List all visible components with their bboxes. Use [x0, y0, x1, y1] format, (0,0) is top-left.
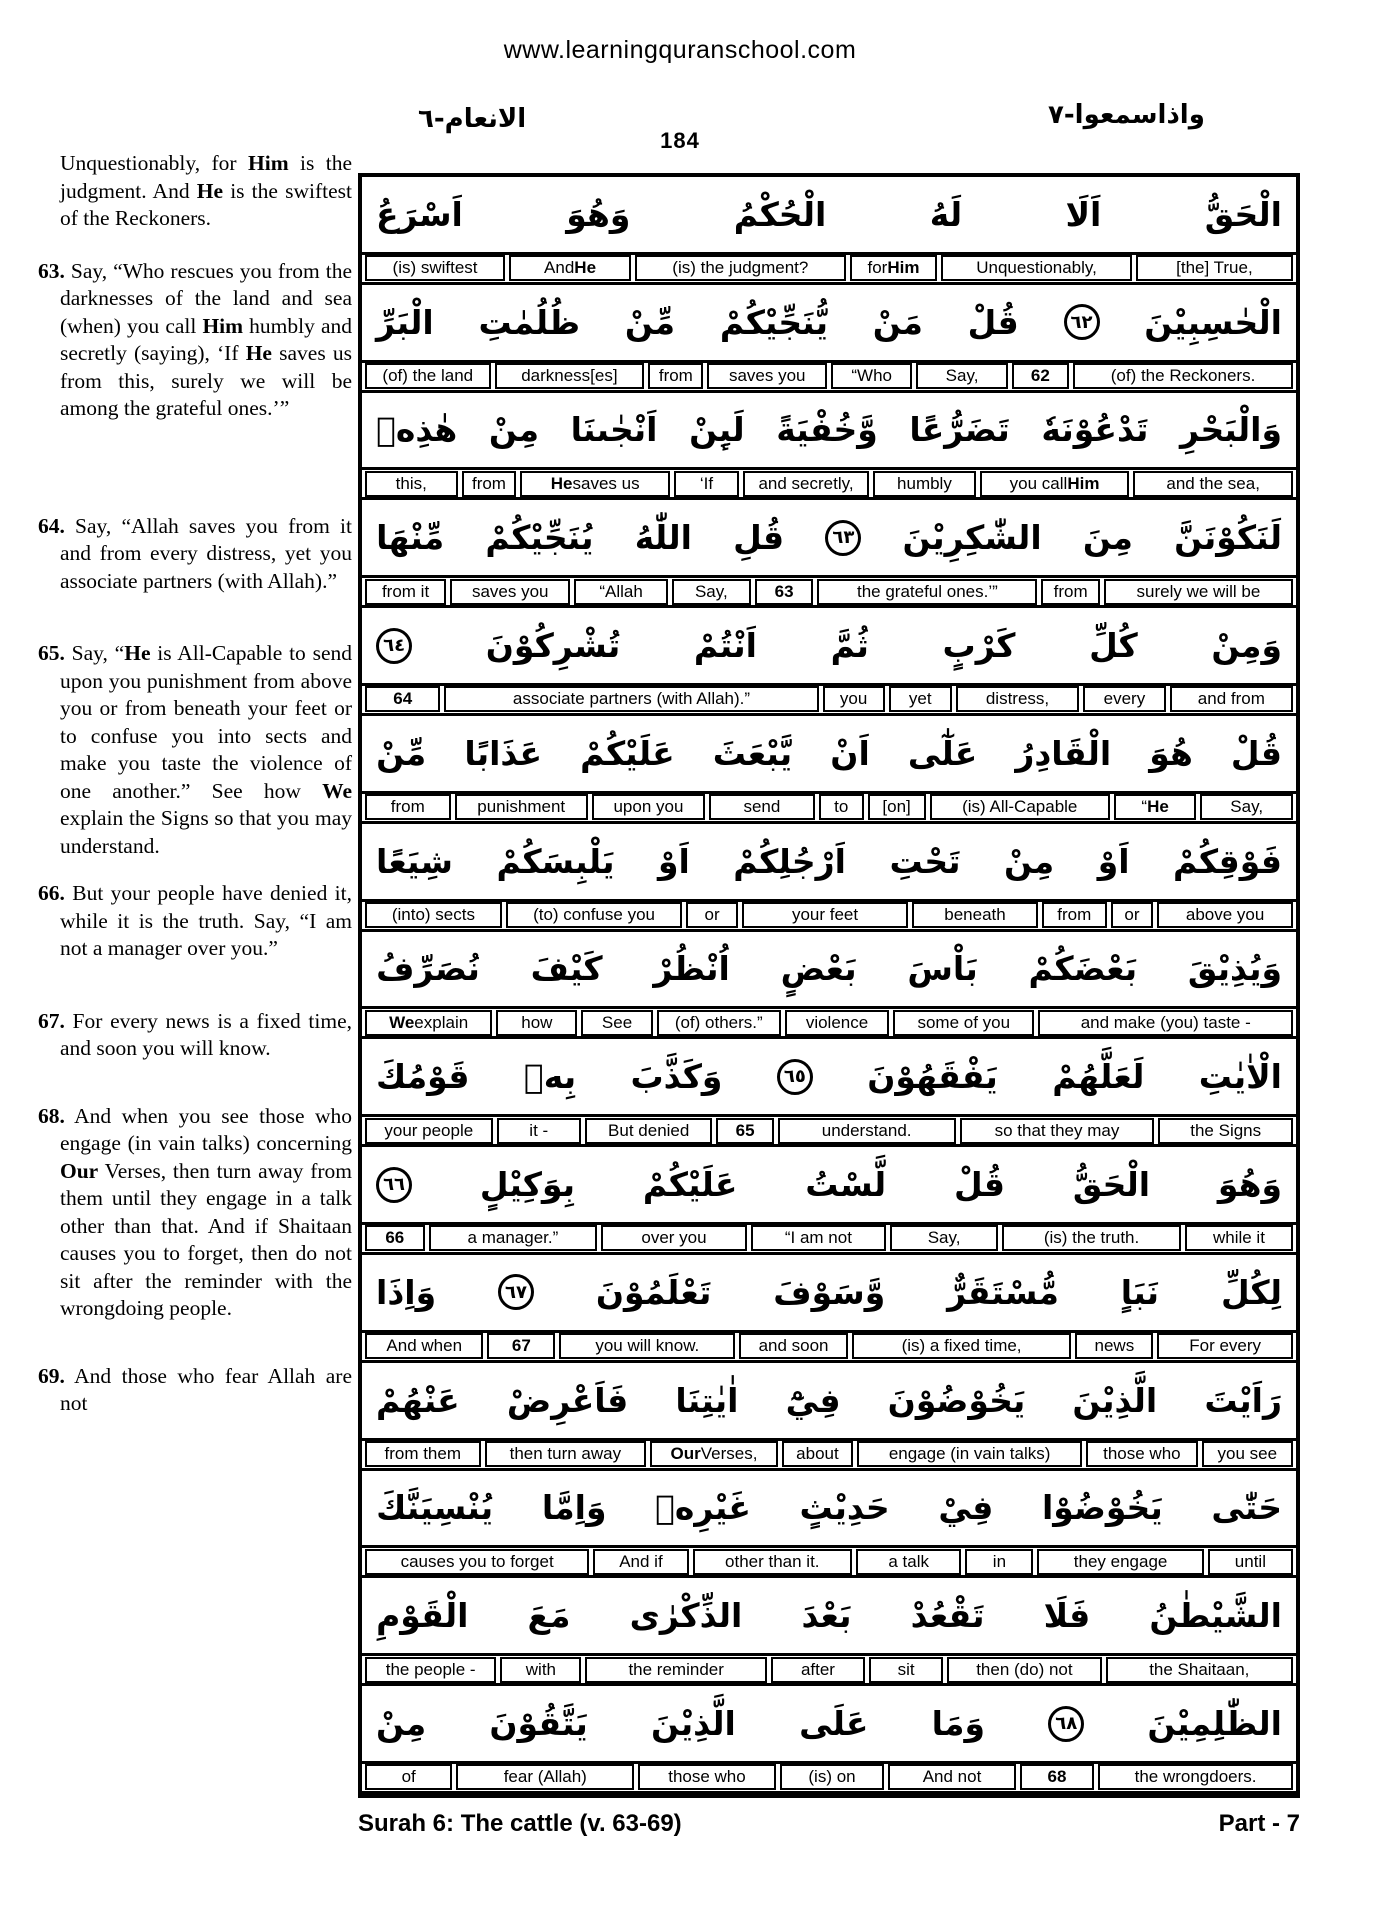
sidebar-paragraph: Unquestionably, for Him is the judgment. And He is the swiftest of the Reckoners. — [60, 151, 353, 230]
verse-number-circle: ٦٦ — [376, 1167, 412, 1203]
english-gloss-cell: or — [1111, 902, 1154, 928]
english-gloss-cell: (of) the Reckoners. — [1073, 363, 1293, 389]
arabic-word: اَلَا — [1065, 194, 1102, 234]
english-gloss-cell: a talk — [856, 1549, 962, 1575]
english-gloss-cell: engage (in vain talks) — [857, 1441, 1082, 1467]
arabic-word: اَنْجٰىنَا — [570, 410, 658, 450]
english-gloss-cell: He saves us — [520, 471, 670, 497]
arabic-line — [362, 1578, 1296, 1653]
arabic-word: الظّٰلِمِيْنَ — [1147, 1704, 1282, 1744]
arabic-word: يَتَّقُوْنَ — [489, 1704, 588, 1744]
arabic-word: اَسْرَعُ — [376, 194, 463, 234]
english-gloss-cell: you call Him — [980, 471, 1130, 497]
arabic-line — [362, 1686, 1296, 1761]
verse-number-circle: ٦٨ — [1048, 1706, 1084, 1742]
arabic-word: هُوَ — [1149, 733, 1193, 773]
arabic-word: مِّنْهَا — [376, 518, 445, 558]
arabic-word: يَّبْعَثَ — [712, 733, 793, 773]
english-gloss-cell: your people — [365, 1118, 493, 1144]
verse-number-circle: ٦٤ — [376, 628, 412, 664]
arabic-word: عَذَابًا — [464, 733, 543, 773]
english-gloss-cell: the wrongdoers. — [1098, 1764, 1293, 1790]
arabic-line — [362, 1147, 1296, 1222]
english-gloss-cell: those who — [1086, 1441, 1197, 1467]
english-gloss-cell: to — [819, 794, 864, 820]
arabic-word: اٰيٰتِنَا — [675, 1380, 739, 1420]
english-gloss-cell: from — [1042, 902, 1107, 928]
arabic-word: يُنَجِّيْكُمْ — [485, 518, 594, 558]
english-gloss-row — [362, 1114, 1296, 1147]
arabic-word: تَقْعُدْ — [910, 1596, 985, 1636]
english-gloss-cell: yet — [889, 686, 952, 712]
english-gloss-cell: this, — [365, 471, 458, 497]
english-gloss-cell: how — [496, 1010, 577, 1036]
english-gloss-cell: darkness[es] — [495, 363, 645, 389]
arabic-word: عَلَى — [799, 1704, 869, 1744]
arabic-word: فَاَعْرِضْ — [506, 1380, 629, 1420]
english-gloss-cell: We explain — [365, 1010, 492, 1036]
arabic-word: بَعْضٍ — [780, 949, 857, 989]
arabic-word: قُلْ — [953, 1165, 1006, 1205]
english-gloss-cell: (of) the land — [365, 363, 491, 389]
arabic-word: الَّذِيْنَ — [1072, 1380, 1158, 1420]
arabic-word: وَيُذِيْقَ — [1187, 949, 1282, 989]
english-gloss-cell: they engage — [1037, 1549, 1203, 1575]
english-gloss-cell: ‘If — [674, 471, 739, 497]
english-gloss-cell: and secretly, — [743, 471, 869, 497]
arabic-word: ثُمَّ — [830, 626, 869, 666]
arabic-word: فَلَا — [1043, 1596, 1091, 1636]
english-gloss-cell: from them — [365, 1441, 481, 1467]
arabic-word: يَفْقَهُوْنَ — [867, 1057, 998, 1097]
english-gloss-cell: sit — [869, 1657, 943, 1683]
english-gloss-cell: from it — [365, 579, 446, 605]
arabic-line — [362, 1039, 1296, 1114]
arabic-word: تَدْعُوْنَهٗ — [1041, 410, 1149, 450]
english-gloss-cell: from — [648, 363, 703, 389]
arabic-word: الْقَوْمِ — [376, 1596, 469, 1636]
arabic-word: قَوْمُكَ — [376, 1057, 470, 1097]
arabic-word: الشّٰكِرِيْنَ — [902, 518, 1042, 558]
english-gloss-row — [362, 1222, 1296, 1255]
arabic-word: اَوْ — [1097, 841, 1130, 881]
arabic-line — [362, 1255, 1296, 1330]
english-gloss-cell: about — [782, 1441, 853, 1467]
arabic-word: الْحُكْمُ — [733, 194, 827, 234]
verse-number-circle: ٦٣ — [825, 520, 861, 556]
arabic-word: رَاَيْتَ — [1204, 1380, 1282, 1420]
arabic-word: تَعْلَمُوْنَ — [595, 1272, 712, 1312]
english-gloss-cell: And He — [509, 255, 631, 281]
arabic-word: اَرْجُلِكُمْ — [733, 841, 846, 881]
english-gloss-cell: until — [1208, 1549, 1293, 1575]
english-gloss-cell: But denied — [585, 1118, 713, 1144]
arabic-word: الْحٰسِبِيْنَ — [1144, 302, 1282, 342]
arabic-word: ظُلُمٰتِ — [478, 302, 581, 342]
english-gloss-cell: a manager.” — [429, 1225, 598, 1251]
english-gloss-cell: (is) the judgment? — [635, 255, 846, 281]
english-gloss-cell: fear (Allah) — [456, 1764, 634, 1790]
english-gloss-cell: humbly — [873, 471, 976, 497]
english-gloss-cell: your feet — [742, 902, 908, 928]
english-gloss-cell: “Allah — [574, 579, 667, 605]
arabic-word: وَكَذَّبَ — [630, 1057, 723, 1097]
english-gloss-cell: upon you — [592, 794, 705, 820]
english-gloss-row — [362, 360, 1296, 393]
sidebar-paragraph: 64. Say, “Allah saves you from it and from every distress, yet you associate partners (with Allah).” — [38, 513, 352, 593]
english-gloss-cell: “ He — [1114, 794, 1196, 820]
english-gloss-cell: news — [1075, 1333, 1153, 1359]
english-gloss-cell: (is) All-Capable — [930, 794, 1110, 820]
english-gloss-cell: of — [365, 1764, 452, 1790]
english-gloss-cell: And not — [888, 1764, 1016, 1790]
translation-sidebar — [38, 150, 352, 1418]
english-gloss-cell: the Signs — [1158, 1118, 1293, 1144]
arabic-word: شِيَعًا — [376, 841, 453, 881]
english-gloss-cell: causes you to forget — [365, 1549, 589, 1575]
sidebar-paragraph: 69. And those who fear Allah are not — [38, 1363, 352, 1415]
arabic-line — [362, 1471, 1296, 1546]
english-gloss-cell: Our Verses, — [650, 1441, 778, 1467]
arabic-word: نُصَرِّفُ — [376, 949, 480, 989]
english-gloss-cell: for Him — [850, 255, 938, 281]
arabic-word: يَخُوْضُوْنَ — [887, 1380, 1026, 1420]
english-gloss-cell: and make (you) taste - — [1038, 1010, 1293, 1036]
english-gloss-cell: punishment — [455, 794, 588, 820]
english-gloss-cell: For every — [1157, 1333, 1293, 1359]
arabic-word: وَمِنْ — [1211, 626, 1282, 666]
sidebar-paragraph: 65. Say, “He is All-Capable to send upon you punishment from above you or from beneath your feet or to confuse you into sects and make you taste the violence of one another.” See how We explain the Signs so that you may understand. — [38, 641, 352, 858]
arabic-word: يُنْسِيَنَّكَ — [376, 1488, 494, 1528]
arabic-word: وَهُوَ — [1217, 1165, 1282, 1205]
english-gloss-cell: surely we will be — [1104, 579, 1293, 605]
arabic-word: لَعَلَّهُمْ — [1052, 1057, 1145, 1097]
english-gloss-cell: the people - — [365, 1657, 496, 1683]
english-gloss-cell: (of) others.” — [657, 1010, 781, 1036]
english-gloss-cell: every — [1083, 686, 1166, 712]
arabic-word: يَخُوْضُوْا — [1041, 1488, 1163, 1528]
english-gloss-row — [362, 1330, 1296, 1363]
arabic-word: مِنْ — [488, 410, 540, 450]
arabic-word: تَضَرُّعًا — [909, 410, 1010, 450]
arabic-word: اَوْ — [657, 841, 690, 881]
english-gloss-cell: and the sea, — [1133, 471, 1293, 497]
english-gloss-cell: understand. — [778, 1118, 956, 1144]
arabic-word: يَلْبِسَكُمْ — [496, 841, 615, 881]
english-gloss-cell: saves you — [707, 363, 827, 389]
arabic-word: مُّسْتَقَرٌّ — [947, 1272, 1059, 1312]
english-gloss-row — [362, 1761, 1296, 1794]
arabic-word: مِّنْ — [376, 733, 427, 773]
arabic-word: فِيْٓ — [785, 1380, 841, 1420]
english-gloss-cell: after — [771, 1657, 865, 1683]
arabic-word: مِنْ — [1004, 841, 1055, 881]
arabic-word: قُلْ — [1230, 733, 1282, 773]
arabic-word: الشَّيْطٰنُ — [1149, 1596, 1282, 1636]
english-gloss-cell: it - — [497, 1118, 581, 1144]
english-gloss-cell: those who — [638, 1764, 776, 1790]
arabic-line — [362, 608, 1296, 683]
english-gloss-cell: (is) the truth. — [1002, 1225, 1181, 1251]
arabic-word: قُلْ — [967, 302, 1019, 342]
arabic-word: عَلٰٓى — [907, 733, 978, 773]
english-gloss-cell: in — [965, 1549, 1033, 1575]
arabic-word: غَيْرِهٖ — [655, 1488, 751, 1528]
arabic-line — [362, 393, 1296, 468]
arabic-word: وَاِمَّا — [541, 1488, 607, 1528]
arabic-word: الَّذِيْنَ — [651, 1704, 736, 1744]
arabic-word: يُّنَجِّيْكُمْ — [719, 302, 828, 342]
english-gloss-cell: And when — [365, 1333, 483, 1359]
english-gloss-row — [362, 1545, 1296, 1578]
arabic-word: كَيْفَ — [530, 949, 603, 989]
english-gloss-row — [362, 791, 1296, 824]
english-gloss-cell: from — [462, 471, 517, 497]
arabic-line — [362, 1363, 1296, 1438]
arabic-word: لَنَكُوْنَنَّ — [1174, 518, 1282, 558]
english-gloss-cell: then turn away — [485, 1441, 647, 1467]
arabic-word: الذِّكْرٰى — [629, 1596, 743, 1636]
arabic-word: حَتّٰى — [1211, 1488, 1282, 1528]
english-gloss-cell: 68 — [1020, 1764, 1094, 1790]
english-gloss-row — [362, 252, 1296, 285]
english-gloss-row — [362, 1438, 1296, 1471]
arabic-word: لِكُلِّ — [1220, 1272, 1282, 1312]
english-gloss-cell: the Shaitaan, — [1106, 1657, 1293, 1683]
english-gloss-cell: “I am not — [751, 1225, 886, 1251]
website-url: www.learningquranschool.com — [503, 36, 857, 64]
arabic-word: وَالْبَحْرِ — [1180, 410, 1282, 450]
english-gloss-cell: See — [581, 1010, 652, 1036]
arabic-word: الْحَقُّ — [1072, 1165, 1151, 1205]
english-gloss-row — [362, 1006, 1296, 1039]
english-gloss-cell: (is) swiftest — [365, 255, 505, 281]
english-gloss-cell: the reminder — [585, 1657, 766, 1683]
verse-number-circle: ٦٥ — [777, 1059, 813, 1095]
arabic-word: قُلِ — [733, 518, 785, 558]
arabic-word: وَاِذَا — [376, 1272, 437, 1312]
header-surah-name-arabic: الانعام-٦ — [418, 104, 527, 134]
verse-number-circle: ٦٢ — [1064, 304, 1100, 340]
english-gloss-row — [362, 683, 1296, 716]
arabic-word: الْاٰيٰتِ — [1198, 1057, 1282, 1097]
arabic-line — [362, 500, 1296, 575]
verse-number-circle: ٦٧ — [498, 1274, 534, 1310]
english-gloss-cell: associate partners (with Allah).” — [444, 686, 818, 712]
english-gloss-cell: or — [686, 902, 738, 928]
arabic-word: مَنْ — [872, 302, 923, 342]
arabic-word: بَعْضَكُمْ — [1028, 949, 1138, 989]
arabic-line — [362, 177, 1296, 252]
english-gloss-cell: beneath — [912, 902, 1038, 928]
english-gloss-cell: Say, — [916, 363, 1007, 389]
english-gloss-cell: [the] True, — [1136, 255, 1293, 281]
sidebar-paragraph: 68. And when you see those who engage (in vain talks) concerning Our Verses, then turn away from them until they engage in a talk other than that. And if Shaitaan causes you to forget, then do not sit after the reminder with the wrongdoing people. — [38, 1103, 352, 1320]
arabic-word: اُنْظُرْ — [653, 949, 730, 989]
arabic-word: اَنْتُمْ — [693, 626, 757, 666]
arabic-word: مَعَ — [527, 1596, 571, 1636]
english-gloss-cell: above you — [1157, 902, 1293, 928]
english-gloss-cell: 63 — [755, 579, 814, 605]
arabic-word: بِهٖ — [523, 1057, 577, 1097]
arabic-word: بِوَكِيْلٍ — [479, 1165, 576, 1205]
english-gloss-cell: saves you — [450, 579, 570, 605]
arabic-word: حَدِيْثٍ — [799, 1488, 890, 1528]
english-gloss-cell: and soon — [739, 1333, 847, 1359]
english-gloss-row — [362, 575, 1296, 608]
page-number: 184 — [660, 128, 700, 153]
arabic-line — [362, 824, 1296, 899]
english-gloss-cell: (is) a fixed time, — [852, 1333, 1072, 1359]
english-gloss-cell: 65 — [716, 1118, 773, 1144]
english-gloss-cell: distress, — [956, 686, 1079, 712]
english-gloss-cell: (into) sects — [365, 902, 502, 928]
arabic-line — [362, 716, 1296, 791]
page-footer — [358, 1810, 1300, 1838]
arabic-word: فَوْقِكُمْ — [1173, 841, 1282, 881]
sidebar-paragraph: 63. Say, “Who rescues you from the darknesses of the land and sea (when) you call Him humbly and secretly (saying), ‘If He saves us from this, surely we will be among the grateful ones.’” — [38, 258, 352, 420]
english-gloss-row — [362, 1653, 1296, 1686]
english-gloss-cell: other than it. — [693, 1549, 852, 1575]
english-gloss-cell: Say, — [1200, 794, 1293, 820]
english-gloss-row — [362, 467, 1296, 500]
arabic-word: بَعْدَ — [801, 1596, 852, 1636]
arabic-word: عَلَيْكُمْ — [642, 1165, 738, 1205]
arabic-word: وَهُوَ — [566, 194, 631, 234]
arabic-word: اَنْ — [830, 733, 870, 773]
arabic-word: هٰذِهٖ — [376, 410, 458, 450]
english-gloss-cell: so that they may — [960, 1118, 1155, 1144]
english-gloss-cell: the grateful ones.’” — [817, 579, 1037, 605]
arabic-word: الْقَادِرُ — [1015, 733, 1112, 773]
english-gloss-cell: you — [823, 686, 885, 712]
arabic-word: لَّسْتُ — [805, 1165, 887, 1205]
english-gloss-cell: you see — [1202, 1441, 1293, 1467]
english-gloss-cell: And if — [593, 1549, 688, 1575]
english-gloss-cell: 64 — [365, 686, 440, 712]
english-gloss-row — [362, 899, 1296, 932]
english-gloss-cell: then (do) not — [947, 1657, 1101, 1683]
english-gloss-cell: send — [709, 794, 815, 820]
header-quarter-name-arabic: واذاسمعوا-٧ — [1048, 100, 1205, 130]
english-gloss-cell: you will know. — [559, 1333, 735, 1359]
arabic-word: تُشْرِكُوْنَ — [485, 626, 621, 666]
arabic-word: كَرْبٍ — [942, 626, 1016, 666]
english-gloss-cell: Unquestionably, — [941, 255, 1131, 281]
english-gloss-cell: violence — [785, 1010, 889, 1036]
english-gloss-cell: 67 — [487, 1333, 555, 1359]
arabic-word: كُلِّ — [1089, 626, 1138, 666]
arabic-word: لَهُ — [929, 194, 963, 234]
arabic-word: لَىِٕنْ — [689, 410, 745, 450]
sidebar-paragraph: 67. For every news is a fixed time, and soon you will know. — [38, 1008, 352, 1060]
arabic-word: وَمَا — [931, 1704, 985, 1744]
arabic-word: مِنْ — [376, 1704, 427, 1744]
english-gloss-cell: and from — [1170, 686, 1293, 712]
arabic-word: الْبَرِّ — [376, 302, 434, 342]
english-gloss-cell: 66 — [365, 1225, 425, 1251]
arabic-word: مِنَ — [1082, 518, 1133, 558]
english-gloss-cell: 62 — [1012, 363, 1069, 389]
arabic-word: نَبَاٍ — [1120, 1272, 1160, 1312]
english-gloss-cell: from — [365, 794, 451, 820]
footer-part-label: Part - 7 — [1218, 1810, 1300, 1837]
english-gloss-cell: with — [500, 1657, 581, 1683]
footer-surah-title: Surah 6: The cattle (v. 63-69) — [358, 1810, 682, 1837]
arabic-line — [362, 285, 1296, 360]
arabic-word: الْحَقُّ — [1204, 194, 1282, 234]
english-gloss-cell: while it — [1185, 1225, 1293, 1251]
english-gloss-cell: (is) on — [780, 1764, 884, 1790]
english-gloss-cell: some of you — [893, 1010, 1034, 1036]
english-gloss-cell: (to) confuse you — [506, 902, 682, 928]
english-gloss-cell: [on] — [868, 794, 926, 820]
arabic-word: بَاْسَ — [907, 949, 978, 989]
arabic-word: وَّخُفْيَةً — [776, 410, 878, 450]
english-gloss-cell: Say, — [672, 579, 751, 605]
arabic-word: فِيْ — [938, 1488, 994, 1528]
arabic-line — [362, 932, 1296, 1007]
english-gloss-cell: “Who — [831, 363, 912, 389]
arabic-word: مِّنْ — [624, 302, 676, 342]
arabic-word: اللّٰهُ — [634, 518, 692, 558]
english-gloss-cell: Say, — [890, 1225, 998, 1251]
english-gloss-cell: from — [1041, 579, 1100, 605]
arabic-word: عَنْهُمْ — [376, 1380, 460, 1420]
arabic-word: وَّسَوْفَ — [773, 1272, 886, 1312]
sidebar-paragraph: 66. But your people have denied it, while it is the truth. Say, “I am not a manager over you.” — [38, 881, 352, 960]
english-gloss-cell: over you — [601, 1225, 746, 1251]
word-by-word-table — [358, 173, 1300, 1798]
arabic-word: تَحْتِ — [889, 841, 961, 881]
arabic-word: عَلَيْكُمْ — [580, 733, 675, 773]
